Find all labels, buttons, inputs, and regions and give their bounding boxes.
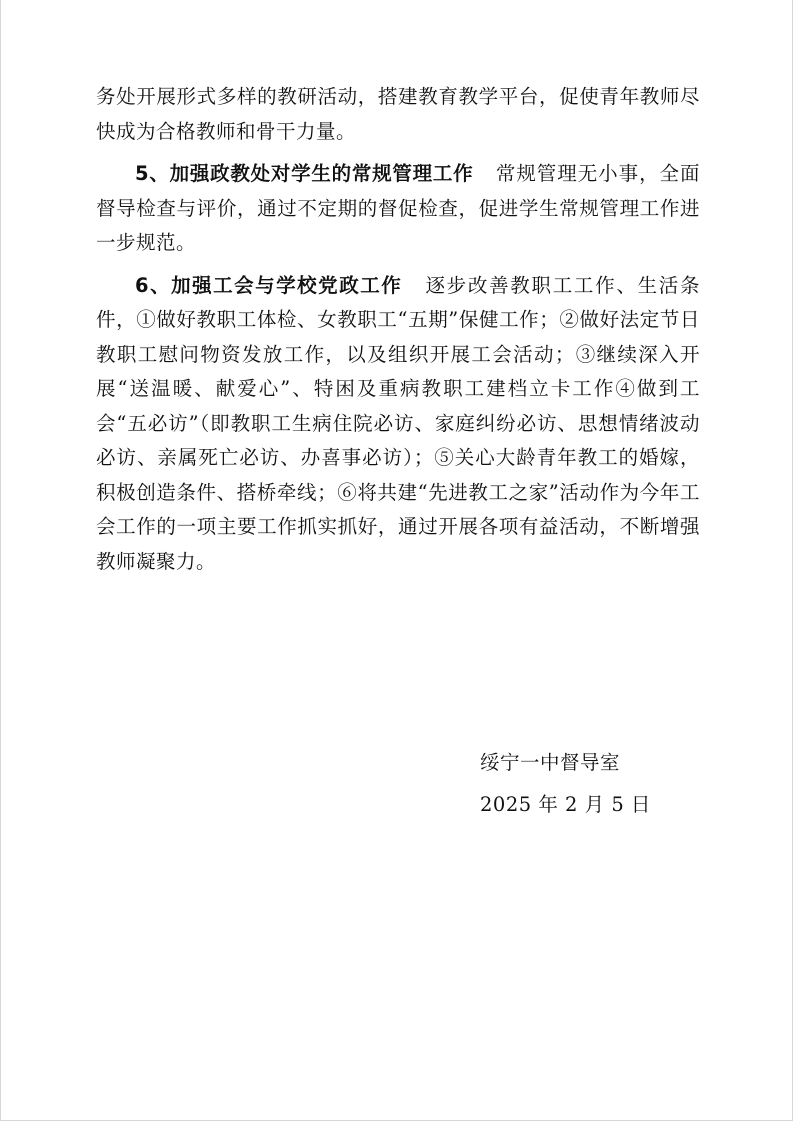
section-heading-union-work: 6、加强工会与学校党政工作 <box>135 273 403 297</box>
signature-date: 2025 年 2 月 5 日 <box>480 793 651 816</box>
section-heading-student-management: 5、加强政教处对学生的常规管理工作 <box>135 162 474 185</box>
paragraph-student-management <box>96 157 700 261</box>
paragraph-text: 逐步改善教职工工作、生活条件，①做好教职工体检、女教职工“五期”保健工作；②做好法定节日教职工慰问物资发放工作，以及组织开展工会活动；③继续深入开展“送温暖、献爱心”、特困及重病教职工建档立卡工作④做到工会“五必访”（即教职工生病住院必访、家庭纠纷必访、思想情绪波动必访、亲属死亡必访、办喜事必访）；⑤关心大龄青年教工的婚嫁，积极创造条件、搭桥牵线；⑥将共建“先进教工之家”活动作为今年工会工作的一项主要工作抓实抓好，通过开展各项有益活动，不断增强教师凝聚力。 <box>96 273 700 573</box>
paragraph-text: 常规管理无小事，全面督导检查与评价，通过不定期的督促检查，促进学生常规管理工作进一步规范。 <box>96 162 700 254</box>
paragraph-text: 务处开展形式多样的教研活动，搭建教育教学平台，促使青年教师尽快成为合格教师和骨干力量。 <box>96 85 700 143</box>
paragraph-teaching-research <box>96 80 700 149</box>
signature-organization: 绥宁一中督导室 <box>480 751 621 774</box>
paragraph-union-work <box>96 269 700 580</box>
document-body <box>96 80 700 579</box>
